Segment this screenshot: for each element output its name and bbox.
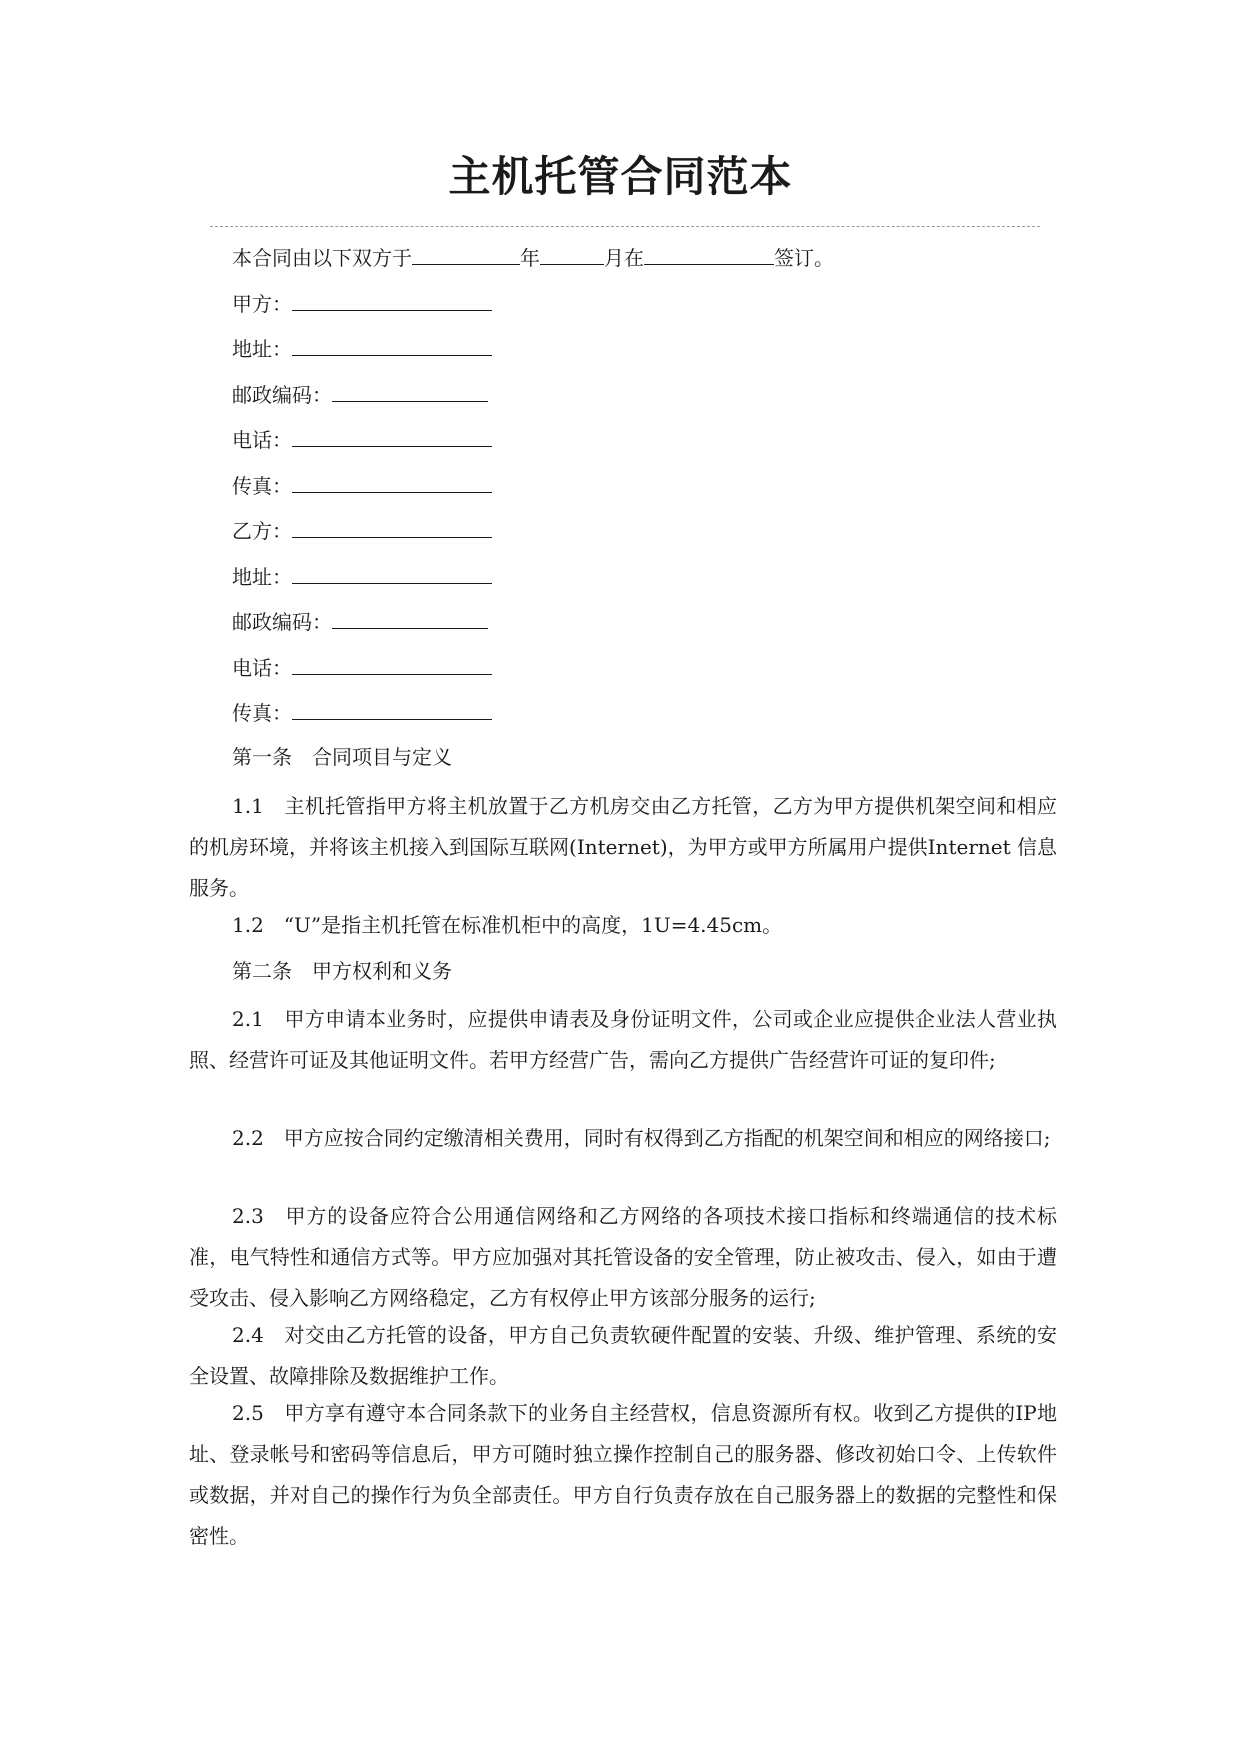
party-a-fax-label: 传真： <box>232 474 292 498</box>
party-b-postcode-row <box>232 606 488 636</box>
party-a-fax-blank[interactable] <box>292 470 492 493</box>
year-label: 年 <box>520 246 540 270</box>
party-a-fax-row <box>232 470 492 500</box>
party-a-address-blank[interactable] <box>292 333 492 356</box>
party-a-phone-label: 电话： <box>232 428 292 452</box>
article-1-heading: 第一条 合同项目与定义 <box>232 745 452 769</box>
article-2-clause-1: 2.1 甲方申请本业务时，应提供申请表及身份证明文件，公司或企业应提供企业法人营业执照、经营许可证及其他证明文件。若甲方经营广告，需向乙方提供广告经营许可证的复印件; <box>189 1007 1057 1072</box>
article-2-clause-4: 2.4 对交由乙方托管的设备，甲方自己负责软硬件配置的安装、升级、维护管理、系统的安全设置、故障排除及数据维护工作。 <box>189 1323 1057 1388</box>
article-2-clause-5: 2.5 甲方享有遵守本合同条款下的业务自主经营权，信息资源所有权。收到乙方提供的IP地址、登录帐号和密码等信息后，甲方可随时独立操作控制自己的服务器、修改初始口令、上传软件或数据，并对自己的操作行为负全部责任。甲方自行负责存放在自己服务器上的数据的完整性和保密性。 <box>189 1401 1057 1548</box>
party-a-name-blank[interactable] <box>292 288 492 311</box>
party-b-fax-row <box>232 697 492 727</box>
article-2-clause-3: 2.3 甲方的设备应符合公用通信网络和乙方网络的各项技术接口指标和终端通信的技术标准，电气特性和通信方式等。甲方应加强对其托管设备的安全管理，防止被攻击、侵入，如由于遭受攻击、侵入影响乙方网络稳定，乙方有权停止甲方该部分服务的运行; <box>189 1204 1057 1310</box>
party-a-address-label: 地址： <box>232 337 292 361</box>
article-1-clause-1: 1.1 主机托管指甲方将主机放置于乙方机房交由乙方托管，乙方为甲方提供机架空间和相应的机房环境，并将该主机接入到国际互联网(Internet)，为甲方或甲方所属用户提供Internet 信息服务。 <box>189 794 1057 900</box>
article-1-clause-2: 1.2 “U”是指主机托管在标准机柜中的高度，1U=4.45cm。 <box>232 913 783 937</box>
party-a-name-row <box>232 288 492 318</box>
party-b-fax-blank[interactable] <box>292 697 492 720</box>
intro-line <box>232 242 834 272</box>
month-blank[interactable] <box>540 242 604 265</box>
party-a-postcode-blank[interactable] <box>332 379 488 402</box>
party-a-postcode-row <box>232 379 488 409</box>
party-a-name-label: 甲方： <box>232 292 292 316</box>
intro-prefix: 本合同由以下双方于 <box>232 246 412 270</box>
party-a-phone-row <box>232 424 492 454</box>
article-2-clause-2: 2.2 甲方应按合同约定缴清相关费用，同时有权得到乙方指配的机架空间和相应的网络接口; <box>232 1126 1051 1150</box>
party-b-name-blank[interactable] <box>292 515 492 538</box>
document-title: 主机托管合同范本 <box>448 152 793 201</box>
party-b-phone-label: 电话： <box>232 656 292 680</box>
party-b-fax-label: 传真： <box>232 701 292 725</box>
place-blank[interactable] <box>644 242 774 265</box>
year-blank[interactable] <box>412 242 520 265</box>
party-b-name-label: 乙方： <box>232 519 292 543</box>
month-label: 月在 <box>604 246 644 270</box>
party-b-phone-blank[interactable] <box>292 652 492 675</box>
intro-suffix: 签订。 <box>774 246 834 270</box>
party-b-address-blank[interactable] <box>292 561 492 584</box>
party-a-address-row <box>232 333 492 363</box>
party-b-address-label: 地址： <box>232 565 292 589</box>
party-b-address-row <box>232 561 492 591</box>
party-b-postcode-label: 邮政编码： <box>232 610 332 634</box>
party-a-postcode-label: 邮政编码： <box>232 383 332 407</box>
party-a-phone-blank[interactable] <box>292 424 492 447</box>
party-b-phone-row <box>232 652 492 682</box>
title-divider <box>210 226 1040 227</box>
party-b-name-row <box>232 515 492 545</box>
article-2-heading: 第二条 甲方权利和义务 <box>232 959 452 983</box>
party-b-postcode-blank[interactable] <box>332 606 488 629</box>
